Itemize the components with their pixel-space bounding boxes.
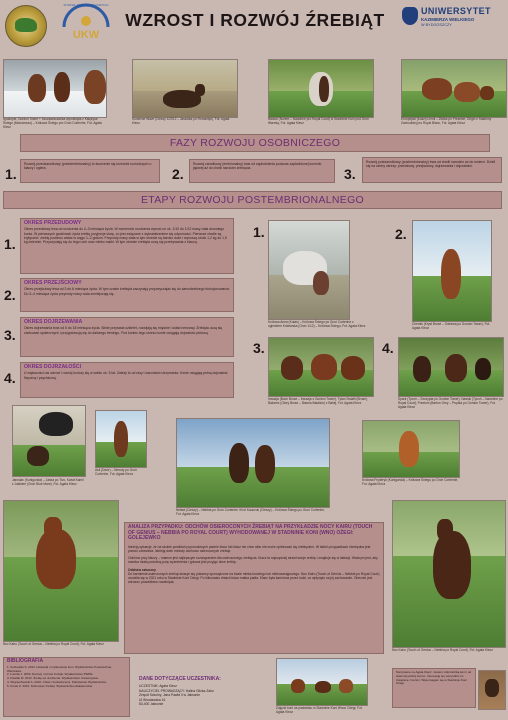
page-title: WZROST I ROZWÓJ ŹREBIĄT [125, 10, 385, 30]
caption-top-3: Nasiuk (Nurem – Nadobne pro Royal Court) w Stadninie Koni pod Groń Warmią, Fot. Agata Klecz [268, 117, 369, 125]
osobniczy-box-1 [20, 159, 160, 183]
author-photo [478, 670, 506, 710]
caption-mid-4: Królowa Fryderyk (Kunigunda) – Królowa Śniegu po Groń Cortenhe, Fot. Agata Klecz [362, 478, 459, 486]
bibliography-item-3: 3. Pawlak M. 2012. Źrebię od urodzenia. Wydawnictwo Uniwersytetu. [7, 676, 100, 681]
caption-mid-3: Netład (Cieszy) – Nebbia po Groń Cortenhe i Król Kauczuk (Cieszy) – Królowa Śniegu po Groń Cortenhe, Fot. Agata Klecz [176, 508, 325, 516]
participants-line-5: 83-400 Jaksonie [139, 702, 164, 707]
osobniczy-num-1: 1. [5, 166, 17, 182]
caption-top-4: Europejski (Łodzi) Lenni – Złotka po Prezesie, Origin z Stadniny Zachodniej pro Royal Blanc, Fot. Agata Klecz [401, 117, 492, 125]
caption-top-2: Sunshine Wave (Cieszy 1/2012 – Jaskółka po Romantyk), Fot. Agata Klecz [132, 117, 230, 125]
bibliography-item-5: 5. Kurek Z. 2016. Dobrostan źrebiąt. Wydawnictwo Akademickie. [7, 683, 94, 688]
period-text-4: U większości ras wzrost i rozwój kończy się w wieku ok. 5 lat. Zależy to od rasy i warunków utrzymania. Konie osiągają pełną dojrzałość fizyczną i psychiczną. [24, 371, 228, 380]
photo-num-3: 3. [253, 340, 265, 356]
caption-post-3: Inwazja (Boch Bruse – Inwazja z Gordon Tower), Tytan Swiatli (Bruse), Bałonez (Glory Bruse – Bawna Batalion) z Baliej, Fot. Agata Klecz [268, 397, 368, 405]
photo-low-left [3, 500, 119, 642]
case-study-p2: Odchów przy klaczy – mamce jest najlepszym rozwiązaniem dla osieroconego źrebięcia. Klacz ta najczęściej stracił swoje źrebię i znajduje się w laktacji. Ważnym jest, aby mamka miała podobną porę wyźrebienia i gotowa jest przyjąć obce źrebię. [128, 556, 378, 565]
period-num-1: 1. [4, 236, 16, 252]
period-box-4 [20, 362, 234, 398]
period-head-3: OKRES DOJRZEWANIA [24, 319, 83, 325]
photo-mid-3 [176, 418, 330, 508]
osobniczy-text-2: Rozwój zarodkowy (embrionalny) trwa od zapłodnienia podczas zapłodnionej komórki jajowej aż do chwili narodzin źrebięcia. [193, 162, 322, 171]
osobniczy-num-2: 2. [172, 166, 184, 182]
case-study-box [124, 522, 384, 654]
osobniczy-box-2 [189, 159, 335, 183]
osobniczy-box-3 [362, 157, 502, 183]
photo-post-3 [268, 337, 374, 397]
photo-low-right [392, 500, 506, 648]
university-name-2: KAZIMIERZA WIELKIEGO [421, 17, 475, 22]
period-box-1 [20, 218, 234, 274]
photo-mid-4 [362, 420, 460, 478]
osobniczy-num-3: 3. [344, 166, 356, 182]
photo-top-2 [132, 59, 238, 118]
photo-num-2: 2. [395, 226, 407, 242]
ukw-faculty-logo [60, 3, 112, 45]
photo-post-1 [268, 220, 350, 320]
faculty-abbr: UKW [72, 29, 100, 41]
osobniczy-text-3: Rozwój postzarodkowy (postembrionalny) trwa od chwili narodzin aż do śmierci. Dzieli się na cztery okresy: przeddowy, przejściowy, dojrzewania i dojrzałości. [366, 160, 496, 169]
period-num-3: 3. [4, 327, 16, 343]
case-study-p3: Do karmienia osieroconych źrebiąt stosuje się pokarmy sporządzone na bazie mleka krowiego lub mlekozastępczego. Noc Kairu (Touch of Genius – Nebbia po Royal Court) urodziła się w 2021 roku w Stadninie Koni Ożegi. Po kilkunastu dniach klacz matka padła. Klacz była karmiona przez ludzi, co wpłynęło na jej zachowanie. Obecnie jest zdrowa i prawidłowo rozwinięta. [128, 571, 380, 585]
participants-box [136, 675, 256, 717]
photo-num-1: 1. [253, 224, 265, 240]
caption-mid-1: Jaroslav (Kunigunda) – Jaśka po Tivo, Kwiat Kamil z Jaśkiem (Groń Blue Mare), Fot. Agata Klecz [12, 478, 84, 486]
photo-post-2 [412, 220, 492, 322]
horse-logo-icon [15, 18, 37, 32]
participants-title: DANE DOTYCZĄCE UCZESTNIKA: [139, 676, 221, 682]
author-note-box [392, 668, 476, 708]
university-crest-icon [402, 7, 418, 25]
period-head-4: OKRES DOJRZAŁOŚCI [24, 364, 82, 370]
caption-bottom-center: Zdjęcie koni na pastwisku w Stadninie Koni Wnoo Ożegi, Fot. Agata Klecz [276, 706, 363, 714]
period-text-3: Okres dojrzewania trwa od 6 do 18 miesiąca życia. Silnie przyrasta szkielet, rozwijają się mięśnie i układ nerwowy. Źrebięta uczą się zachowań społecznych i przygotowują się do dalszego treningu. Pod koniec tego okresu konie osiągają dojrzałość płciową. [24, 326, 223, 335]
university-name-1: UNIWERSYTET [421, 6, 491, 16]
photo-top-1 [3, 59, 107, 118]
bibliography-item-2: 2. Łuczak J. 2006. Rozwój i wzrost źrebiąt. Wydawnictwo PWRiL. [7, 672, 94, 677]
section-title-postembrionalny: ETAPY ROZWOJU POSTEMBRIONALNEGO [3, 191, 502, 209]
caption-low-left: Noc Kairu (Touch of Genius – Nebbia po Royal Court), Fot. Agata Klecz [3, 642, 104, 646]
bibliography-title: BIBLIOGRAFIA [7, 658, 44, 664]
faculty-arc-text: WYDZIAŁ NAUK BIOLOGICZNYCH [63, 3, 109, 7]
caption-post-4: Spark (Tycoń – Szczypta po Gordon Tower), Nasiuk (Tycoń – Nadobne po Royal Court), Przełom (Barton Grey – Prędka po Gordon Tower), Fot. Agata Klecz [398, 397, 503, 409]
participants-line-2: NAUCZYCIEL PROWADZĄCY: Halina Glicka-Zabo [139, 688, 214, 693]
case-study-title: ANALIZA PRZYPADKU: ODCHÓW OSIEROCONYCH ŹREBIĄT NA PRZYKŁADZIE NOCY KAIRU (TOUCH OF GENIUS – NEBBIA PO ROYAL COURT) WYHODOWANEJ W STADNINIE KONI (WNO) OŻEGI: GOLEJEWKO [128, 524, 373, 542]
caption-top-1: Spokojne, Gordon Tower + Szczawniczanka wyrośnięta z Księżyca Śniegu (Motowoszo) – Królowa Śniegu pro Groń Cortenhe, Fot. Agata Klecz [3, 117, 102, 129]
period-text-1: Okres przeddowy trwa od urodzenia do 2–3 miesiąca życia. W momencie urodzenia wynosi on ok. 1/10 do 1/12 masy ciała dorosłego konia. W pierwszych godzinach życia źrebię przyjmuje siarę, co jest związane z wykształceniem się odporności. Pierwsze chwile są krytyczne: źrebię powinno wstać w ciągu 1–2 godzin. Przyrosty masy ciała w tym okresie są bardzo duże i wynoszą około 1,2 kg do 1,5 kg dziennie. Przyczyniają się do tego ruch oraz mleko matki. W tym okresie źrebięta uczą się przebywania z klaczą. [24, 227, 227, 245]
participants-line-1: UCZESTNIK: Agata Klecz [139, 684, 177, 689]
caption-post-2: Chemik (Kryst Bruse – Odezwa po Gordon Tower), Fot. Agata Klecz [412, 322, 491, 330]
participants-line-4: Ul Wrocławska 16 [139, 697, 166, 702]
bibliography-item-1: 1. Kozłowski S. 2013. Hodowla i użytkowanie koni. Wydawnictwo Powszechne, Warszawa. [7, 664, 113, 673]
university-logo [402, 5, 504, 35]
photo-mid-1 [12, 405, 86, 477]
university-name-3: W BYDGOSZCZY [421, 23, 452, 27]
photo-mid-2 [95, 410, 147, 468]
photo-top-4 [401, 59, 507, 118]
author-note-text: Niezywane na Agata Klecz. Jestem miłośniczką koni i od wielu lat jeżdżę konno. Interesuję się wszystkim co związane z końmi. Wspomagam się w Stadninie Koni Ożegi. [396, 670, 472, 686]
logo-circle-left [5, 5, 47, 47]
period-box-3 [20, 317, 234, 357]
case-study-p1: Istnieją sytuacje, że na skutek powikłań poporodowych padnie klacz lub klacz nie chce albo nie może opiekować się źrebięciem. W takich przypadkach niezbędna jest pomoc człowieka. Istnieją dwie metody odchowu osieroconych źrebiąt. [128, 544, 371, 553]
case-study-p3-head: Odchów sztuczny [128, 567, 156, 572]
caption-post-1: Królowa Anna (Kutas) – Królowa Śniegu po Groń Cortenhe z ogierkiem Królewska (Groń 1/12) – Królowa Śniegu, Fot. Agata Klecz [268, 320, 366, 328]
period-num-4: 4. [4, 370, 16, 386]
period-num-2: 2. [4, 287, 16, 303]
period-box-2 [20, 278, 234, 312]
period-text-2: Okres przejściowy trwa od 3 do 6 miesiąca życia. W tym czasie źrebięta zaczynają przyzwyczajać się do samodzielnego funkcjonowania. Do 3–4 miesiąca życia przyrosty masy ciała zmniejszają się. [24, 287, 230, 296]
period-head-2: OKRES PRZEJŚCIOWY [24, 280, 82, 286]
photo-num-4: 4. [382, 340, 394, 356]
photo-post-4 [398, 337, 504, 397]
caption-low-right: Noc Kairu (Touch of Genius – Nebbia po Royal Court), Fot. Agata Klecz [392, 648, 493, 652]
period-head-1: OKRES PRZEDUDOWY [24, 220, 82, 226]
caption-mid-2: Asil (Dwór) – Nerudy po Groń Cortenhe, Fot. Agata Klecz [95, 468, 137, 476]
section-title-osobniczy: FAZY ROZWOJU OSOBNICZEGO [20, 134, 490, 152]
bibliography-item-4: 4. Wojciechowski A. 2010. Chów i hodowla koni. Państwowe Wydawnictwo. [7, 679, 108, 684]
bibliography-box [3, 657, 130, 717]
photo-top-3 [268, 59, 374, 118]
participants-line-3: Zespół Szkolny, Jana Pawła II w Jaksonie [139, 693, 200, 698]
photo-bottom-center [276, 658, 368, 706]
osobniczy-text-1: Rozwój przedzarodkowy (przedembrionalny) to tworzenie się komórek rozrodczych u klaczy i ogiera. [24, 162, 152, 171]
